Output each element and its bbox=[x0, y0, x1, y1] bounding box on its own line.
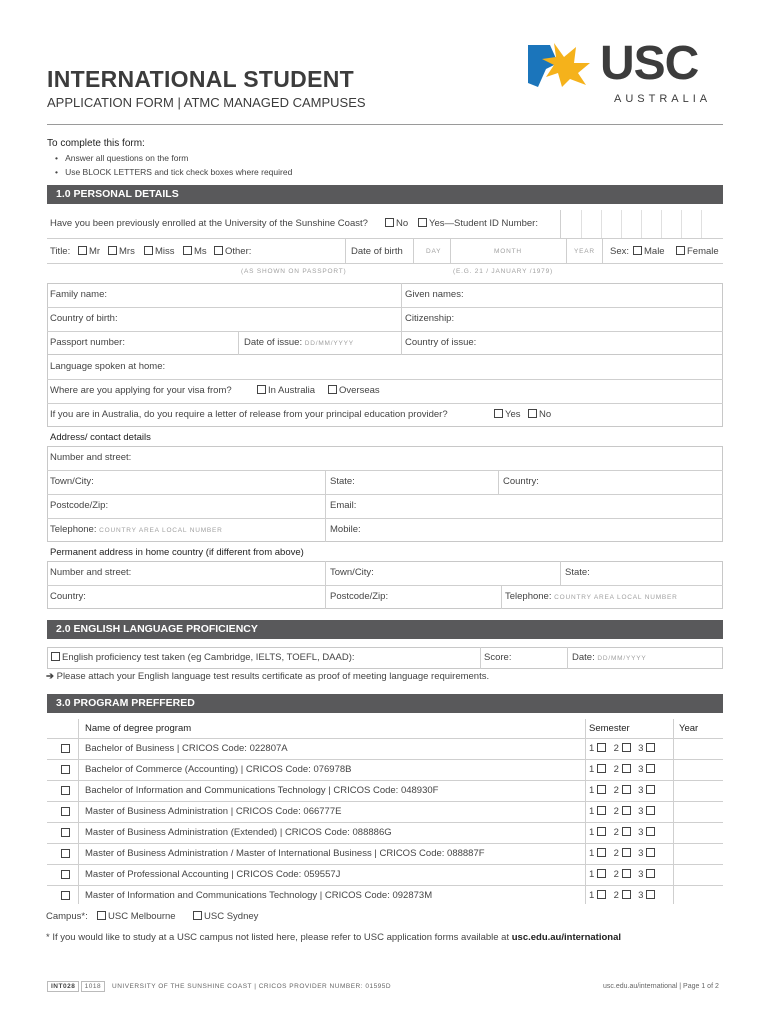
program-checkbox[interactable] bbox=[61, 765, 70, 774]
sunshine-logo-icon bbox=[528, 43, 598, 87]
semester-options[interactable]: 1 2 3 bbox=[589, 785, 657, 796]
visa-question: Where are you applying for your visa from? bbox=[50, 385, 232, 396]
language-field[interactable]: Language spoken at home: bbox=[50, 361, 166, 372]
title-other[interactable]: Other: bbox=[211, 246, 251, 257]
campus-sydney[interactable]: USC Sydney bbox=[190, 911, 258, 922]
title-ms[interactable]: Ms bbox=[180, 246, 207, 257]
english-date-field[interactable]: Date: DD/MM/YYYY bbox=[572, 652, 647, 663]
program-checkbox[interactable] bbox=[61, 870, 70, 879]
semester-options[interactable]: 1 2 3 bbox=[589, 890, 657, 901]
program-row: Master of Business Administration / Master of International Business | CRICOS Code: 088887F 1 2 3 bbox=[47, 844, 723, 865]
footer-org: UNIVERSITY OF THE SUNSHINE COAST | CRICOS PROVIDER NUMBER: 01595D bbox=[112, 983, 392, 990]
dob-hint: (E.G. 21 / JANUARY /1979) bbox=[453, 268, 553, 275]
program-row: Master of Business Administration (Extended) | CRICOS Code: 088886G 1 2 3 bbox=[47, 823, 723, 844]
visa-overseas[interactable]: Overseas bbox=[325, 385, 380, 396]
checkbox-icon bbox=[193, 911, 202, 920]
checkbox-icon bbox=[78, 246, 87, 255]
given-names-field[interactable]: Given names: bbox=[405, 289, 464, 300]
personal-grid bbox=[47, 283, 723, 355]
checkbox-icon bbox=[97, 911, 106, 920]
english-score-field[interactable]: Score: bbox=[484, 652, 512, 663]
checkbox-icon bbox=[328, 385, 337, 394]
logo-australia: AUSTRALIA bbox=[614, 93, 712, 105]
checkbox-icon bbox=[108, 246, 117, 255]
semester-options[interactable]: 1 2 3 bbox=[589, 848, 657, 859]
form-date: 1018 bbox=[81, 981, 105, 992]
program-row: Master of Professional Accounting | CRICOS Code: 059557J 1 2 3 bbox=[47, 865, 723, 886]
checkbox-icon bbox=[183, 246, 192, 255]
checkbox-icon bbox=[144, 246, 153, 255]
perm-street-field[interactable]: Number and street: bbox=[50, 567, 132, 578]
title-label: Title: bbox=[50, 246, 71, 257]
campus-melbourne[interactable]: USC Melbourne bbox=[94, 911, 176, 922]
checkbox-icon bbox=[676, 246, 685, 255]
perm-town-field[interactable]: Town/City: bbox=[330, 567, 374, 578]
footer-right: usc.edu.au/international | Page 1 of 2 bbox=[603, 983, 719, 990]
checkbox-icon bbox=[528, 409, 537, 418]
semester-options[interactable]: 1 2 3 bbox=[589, 764, 657, 775]
passport-number-field[interactable]: Passport number: bbox=[50, 337, 125, 348]
program-row: Master of Information and Communications Technology | CRICOS Code: 092873M 1 2 3 bbox=[47, 886, 723, 907]
dob-input[interactable]: DAY MONTH YEAR bbox=[413, 239, 603, 263]
program-checkbox[interactable] bbox=[61, 786, 70, 795]
form-code: INT028 bbox=[47, 981, 79, 992]
checkbox-icon bbox=[494, 409, 503, 418]
program-row: Master of Business Administration | CRICOS Code: 066777E 1 2 3 bbox=[47, 802, 723, 823]
perm-postcode-field[interactable]: Postcode/Zip: bbox=[330, 591, 389, 602]
col-semester: Semester bbox=[589, 723, 630, 734]
country-issue-field[interactable]: Country of issue: bbox=[405, 337, 477, 348]
program-header bbox=[47, 719, 723, 739]
instruction-item: • Use BLOCK LETTERS and tick check boxes where required bbox=[55, 167, 293, 177]
country-birth-field[interactable]: Country of birth: bbox=[50, 313, 118, 324]
usc-logo bbox=[528, 37, 724, 105]
perm-telephone-field[interactable]: Telephone: COUNTRY AREA LOCAL NUMBER bbox=[505, 591, 678, 602]
address-country-field[interactable]: Country: bbox=[503, 476, 539, 487]
visa-in-australia[interactable]: In Australia bbox=[254, 385, 315, 396]
english-note: ➔ Please attach your English language test results certificate as proof of meeting language requirements. bbox=[46, 671, 490, 682]
logo-usc: USC bbox=[600, 37, 699, 90]
address-heading: Address/ contact details bbox=[50, 432, 151, 443]
student-id-input[interactable] bbox=[560, 210, 723, 238]
semester-options[interactable]: 1 2 3 bbox=[589, 806, 657, 817]
arrow-right-icon: ➔ bbox=[46, 671, 54, 682]
email-field[interactable]: Email: bbox=[330, 500, 357, 511]
permanent-address-heading: Permanent address in home country (if different from above) bbox=[50, 547, 304, 558]
enrolled-question: Have you been previously enrolled at the University of the Sunshine Coast? bbox=[50, 218, 368, 229]
address-state-field[interactable]: State: bbox=[330, 476, 355, 487]
release-question: If you are in Australia, do you require a letter of release from your principal education provider? bbox=[50, 409, 448, 420]
title-mr[interactable]: Mr bbox=[75, 246, 100, 257]
checkbox-icon bbox=[257, 385, 266, 394]
family-name-field[interactable]: Family name: bbox=[50, 289, 108, 300]
semester-options[interactable]: 1 2 3 bbox=[589, 827, 657, 838]
program-checkbox[interactable] bbox=[61, 891, 70, 900]
enrolled-no[interactable]: No bbox=[382, 218, 408, 229]
semester-options[interactable]: 1 2 3 bbox=[589, 743, 657, 754]
program-row: Bachelor of Business | CRICOS Code: 022807A 1 2 3 bbox=[47, 739, 723, 760]
perm-state-field[interactable]: State: bbox=[565, 567, 590, 578]
title-mrs[interactable]: Mrs bbox=[105, 246, 135, 257]
section-program: 3.0 PROGRAM PREFFERED bbox=[47, 694, 723, 713]
title-miss[interactable]: Miss bbox=[141, 246, 175, 257]
enrolled-row bbox=[47, 210, 723, 239]
program-row: Bachelor of Commerce (Accounting) | CRICOS Code: 076978B 1 2 3 bbox=[47, 760, 723, 781]
usc-link[interactable]: usc.edu.au/international bbox=[511, 932, 622, 943]
address-postcode-field[interactable]: Postcode/Zip: bbox=[50, 500, 109, 511]
citizenship-field[interactable]: Citizenship: bbox=[405, 313, 455, 324]
instructions-heading: To complete this form: bbox=[47, 138, 145, 149]
col-program-name: Name of degree program bbox=[85, 723, 192, 734]
section-english: 2.0 ENGLISH LANGUAGE PROFICIENCY bbox=[47, 620, 723, 639]
sex-male[interactable]: Male bbox=[630, 246, 665, 257]
checkbox-icon bbox=[418, 218, 427, 227]
dob-label: Date of birth bbox=[351, 246, 403, 257]
passport-hint: (AS SHOWN ON PASSPORT) bbox=[241, 268, 347, 275]
checkbox-icon bbox=[214, 246, 223, 255]
address-town-field[interactable]: Town/City: bbox=[50, 476, 94, 487]
program-checkbox[interactable] bbox=[61, 807, 70, 816]
program-checkbox[interactable] bbox=[61, 744, 70, 753]
semester-options[interactable]: 1 2 3 bbox=[589, 869, 657, 880]
address-street-field[interactable]: Number and street: bbox=[50, 452, 132, 463]
section-personal-details: 1.0 PERSONAL DETAILS bbox=[47, 185, 723, 204]
release-yes[interactable]: Yes bbox=[491, 409, 521, 420]
checkbox-icon bbox=[51, 652, 60, 661]
sex-female[interactable]: Female bbox=[673, 246, 719, 257]
campus-label: Campus*: bbox=[46, 911, 88, 922]
form-title: INTERNATIONAL STUDENT bbox=[47, 66, 354, 92]
checkbox-icon bbox=[385, 218, 394, 227]
title-dob-row bbox=[47, 239, 723, 264]
checkbox-icon bbox=[633, 246, 642, 255]
perm-country-field[interactable]: Country: bbox=[50, 591, 86, 602]
program-row: Bachelor of Information and Communications Technology | CRICOS Code: 048930F 1 2 3 bbox=[47, 781, 723, 802]
enrolled-yes[interactable]: Yes—Student ID Number: bbox=[415, 218, 538, 229]
mobile-field[interactable]: Mobile: bbox=[330, 524, 361, 535]
english-test-field[interactable]: English proficiency test taken (eg Cambridge, IELTS, TOEFL, DAAD): bbox=[48, 652, 355, 663]
form-subtitle: APPLICATION FORM | ATMC MANAGED CAMPUSES bbox=[47, 95, 366, 110]
release-no[interactable]: No bbox=[525, 409, 551, 420]
date-issue-field[interactable]: Date of issue: DD/MM/YYYY bbox=[244, 337, 354, 348]
sex-label: Sex: bbox=[610, 246, 630, 257]
program-checkbox[interactable] bbox=[61, 828, 70, 837]
instruction-item: • Answer all questions on the form bbox=[55, 153, 189, 163]
telephone-field[interactable]: Telephone: COUNTRY AREA LOCAL NUMBER bbox=[50, 524, 223, 535]
col-year: Year bbox=[679, 723, 699, 734]
program-checkbox[interactable] bbox=[61, 849, 70, 858]
footer-left bbox=[47, 983, 391, 990]
campus-footnote: * If you would like to study at a USC campus not listed here, please refer to USC application forms available at usc.edu.au/international bbox=[46, 932, 622, 943]
header-divider bbox=[47, 124, 723, 125]
